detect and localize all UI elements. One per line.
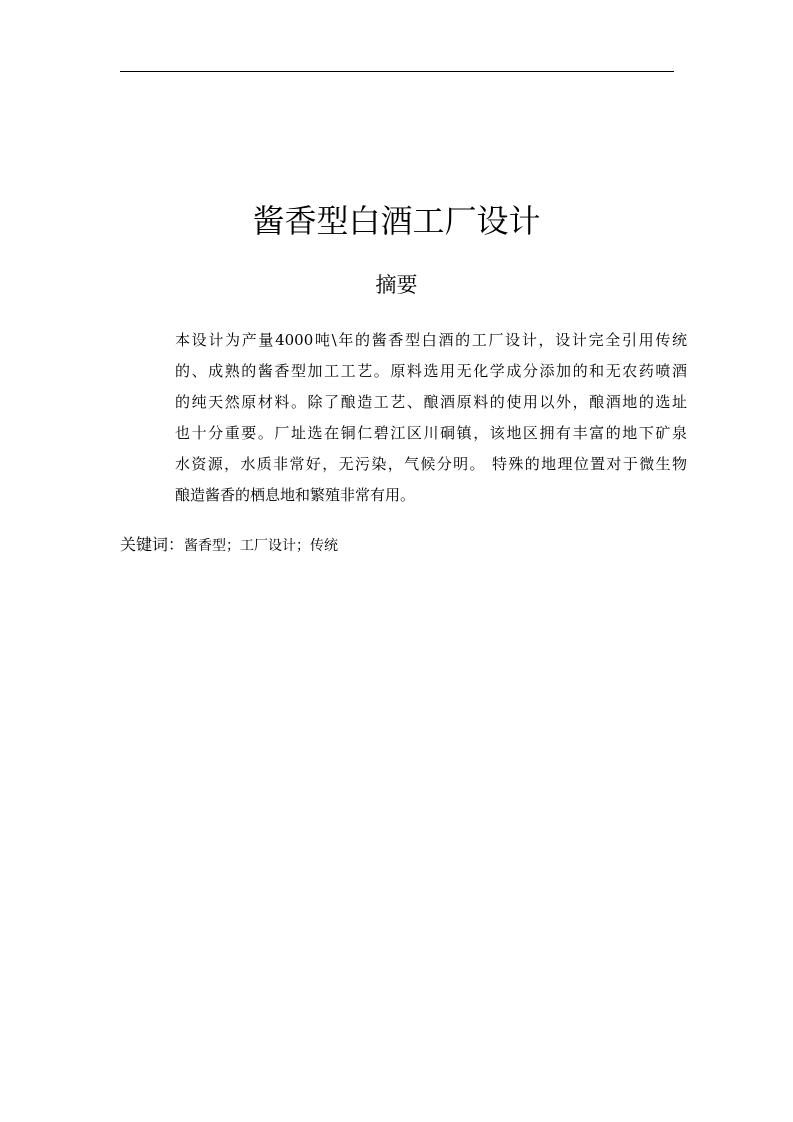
keywords	[120, 531, 338, 560]
abstract-line: 酿造酱香的栖息地和繁殖非常有用。	[175, 486, 416, 504]
abstract-line: 本设计为产量4000吨\年的酱香型白酒的工厂设计，设计完全引用传统	[175, 331, 687, 349]
header-rule	[120, 71, 674, 72]
keywords-value: 酱香型；工厂设计；传统	[184, 538, 339, 554]
abstract-body	[175, 325, 687, 511]
abstract-line: 也十分重要。厂址选在铜仁碧江区川硐镇，该地区拥有丰富的地下矿泉	[175, 424, 687, 442]
abstract-line: 的、成熟的酱香型加工工艺。原料选用无化学成分添加的和无农药喷酒	[175, 362, 687, 380]
abstract-line: 的纯天然原材料。除了酿造工艺、酿酒原料的使用以外，酿酒地的选址	[175, 393, 687, 411]
keywords-label: 关键词：	[120, 535, 185, 554]
document-title: 酱香型白酒工厂设计	[252, 202, 541, 240]
abstract-heading: 摘要	[375, 273, 418, 297]
abstract-line: 水资源，水质非常好，无污染，气候分明。 特殊的地理位置对于微生物	[175, 455, 687, 473]
